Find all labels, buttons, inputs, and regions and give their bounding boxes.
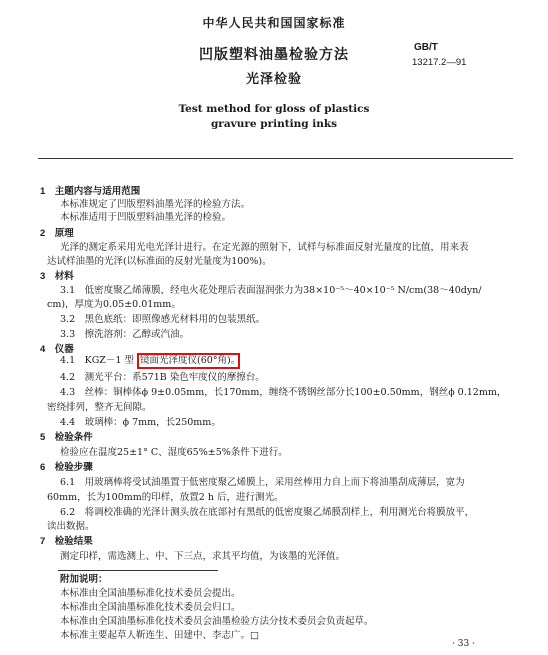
document-title: 凹版塑料油墨检验方法 xyxy=(199,47,349,63)
section-heading: 5 检验条件 xyxy=(40,432,93,443)
appendix-divider xyxy=(58,570,218,571)
paragraph-line: 6.2 将调校准确的光泽计测头放在底部衬有黑纸的低密度聚乙烯膜刮样上，利用测光台将膜放平， xyxy=(60,507,475,518)
paragraph-line: 3.1 低密度聚乙烯薄膜，经电火花处理后表面湿润张力为38×10⁻⁵～40×10⁻⁵ N/cm(38～40dyn/ xyxy=(60,285,482,296)
highlight-box xyxy=(137,353,240,369)
paragraph-line: 3.3 擦洗溶剂：乙醇或汽油。 xyxy=(60,329,190,340)
paragraph-line: 光泽的测定系采用光电光泽计进行。在定光源的照射下，试样与标准面反射光量度的比值，用来表 xyxy=(60,242,469,253)
standard-number: 13217.2—91 xyxy=(412,57,467,68)
page-number: · 33 · xyxy=(452,639,475,649)
header-divider xyxy=(38,158,513,159)
appendix-line: 本标准由全国油墨标准化技术委员会归口。 xyxy=(60,602,241,613)
paragraph-line: 本标准适用于凹版塑料油墨光泽的检验。 xyxy=(60,212,232,223)
national-standard-label: 中华人民共和国国家标准 xyxy=(202,16,346,30)
appendix-line: 本标准主要起草人靳连生、田建中、李志广。□ xyxy=(60,630,259,641)
paragraph-line: 4.1 KGZ－1 型 xyxy=(60,355,134,366)
highlighted-instrument-name: 镜面光泽度仪(60°角)。 xyxy=(140,355,241,366)
section-heading: 4 仪器 xyxy=(40,344,74,355)
paragraph-line: 本标准规定了凹版塑料油墨光泽的检验方法。 xyxy=(60,199,251,210)
appendix-line: 本标准由全国油墨标准化技术委员会油墨检验方法分技术委员会负责起草。 xyxy=(60,616,374,627)
section-heading: 1 主题内容与适用范围 xyxy=(40,186,141,197)
paragraph-line: 6.1 用玻璃棒将受试油墨置于低密度聚乙烯膜上，采用丝棒用力自上而下将油墨刮成薄层，宽为 xyxy=(60,477,465,488)
paragraph-line: 读出数据。 xyxy=(47,521,95,532)
section-heading: 6 检验步骤 xyxy=(40,462,93,473)
paragraph-line: 4.2 测光平台：系571B 染色牢度仪的摩擦台。 xyxy=(60,372,265,383)
paragraph-line: 测定印样，需选测上、中、下三点，求其平均值，为该墨的光泽值。 xyxy=(60,551,346,562)
paragraph-line: cm)，厚度为0.05±0.01mm。 xyxy=(47,299,181,310)
paragraph-line: 4.4 玻璃棒：ϕ 7mm，长250mm。 xyxy=(60,417,221,428)
section-heading: 2 原理 xyxy=(40,228,74,239)
paragraph-line: 4.3 丝棒：铜棒体ϕ 9±0.05mm，长170mm，缠绕不锈钢丝部分长100±0.50mm，钢丝ϕ 0.12mm， xyxy=(60,387,507,398)
paragraph-line: 检验应在温度25±1° C、湿度65%±5%条件下进行。 xyxy=(60,447,288,458)
english-title-line1: Test method for gloss of plastics xyxy=(178,103,370,115)
document-subtitle: 光泽检验 xyxy=(245,72,302,87)
appendix-line: 本标准由全国油墨标准化技术委员会提出。 xyxy=(60,588,241,599)
paragraph-line: 60mm，长为100mm的印样，放置2 h 后，进行测光。 xyxy=(47,492,284,503)
section-heading: 3 材料 xyxy=(40,271,74,282)
paragraph-line: 3.2 黑色底纸：即照像感光材料用的包装黑纸。 xyxy=(60,314,266,325)
standard-code: GB/T xyxy=(414,42,438,53)
paragraph-line: 达试样油墨的光泽(以标准面的反射光量度为100%)。 xyxy=(47,256,272,267)
appendix-title: 附加说明： xyxy=(60,574,108,585)
paragraph-line: 密绕排列，整齐无间隙。 xyxy=(47,402,152,413)
english-title-line2: gravure printing inks xyxy=(210,118,338,130)
section-heading: 7 检验结果 xyxy=(40,536,93,547)
